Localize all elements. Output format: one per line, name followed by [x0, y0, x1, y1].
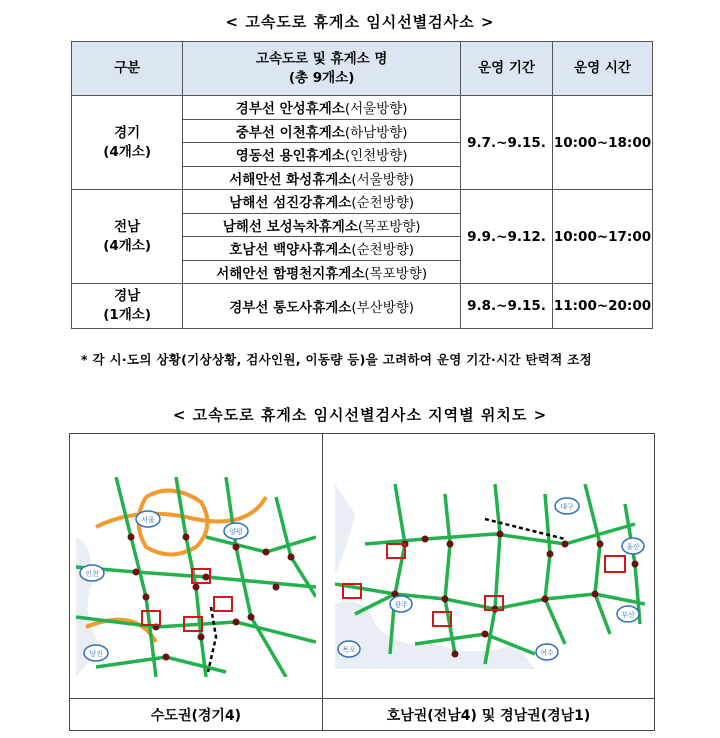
city-label-mokpo: 목포 — [342, 645, 356, 654]
rest-area-name: 서해안선 함평천지휴게소 — [216, 265, 365, 282]
rest-area-name: 영동선 용인휴게소 — [235, 148, 345, 165]
city-label-daegu: 대구 — [560, 502, 574, 511]
rest-area-direction: (순천방향) — [351, 242, 415, 259]
city-label-yangpyeong: 양평 — [229, 528, 243, 536]
table-row — [72, 190, 653, 214]
rest-area-cell — [183, 284, 461, 329]
table-note: * 각 시·도의 상황(기상상황, 검사인원, 이동량 등)을 고려하여 운영 기간·시간 탄력적 조정 — [81, 352, 592, 367]
hours-cell: 10:00~17:00 — [552, 190, 652, 284]
rest-area-cell — [183, 166, 461, 190]
header-rest-area-line2: (총 9개소) — [288, 69, 355, 86]
testing-station-table — [71, 41, 653, 329]
hours-cell: 11:00~20:00 — [552, 284, 652, 329]
city-label-yeosu: 여수 — [540, 648, 554, 657]
header-period: 운영 기간 — [461, 42, 553, 96]
rest-area-cell — [183, 96, 461, 120]
hours-cell: 10:00~18:00 — [552, 96, 652, 190]
rest-area-name: 남해선 섬진강휴게소 — [229, 195, 352, 212]
period-cell: 9.8.~9.15. — [461, 284, 553, 329]
table-row — [72, 96, 653, 120]
city-label-incheon: 인천 — [85, 570, 99, 578]
honam-gyeongnam-caption: 호남권(전남4) 및 경남권(경남1) — [323, 699, 655, 731]
region-count: (4개소) — [103, 143, 152, 160]
rest-area-direction: (서울방향) — [351, 171, 415, 188]
city-label-seoul: 서울 — [141, 516, 155, 524]
rest-area-cell — [183, 213, 461, 237]
rest-area-cell — [183, 143, 461, 167]
header-category: 구분 — [72, 42, 183, 96]
city-label-dangjin: 당진 — [89, 650, 103, 658]
header-hours: 운영 시간 — [552, 42, 652, 96]
rest-area-cell — [183, 237, 461, 261]
capital-area-map — [76, 477, 316, 677]
rest-area-name: 서해안선 화성휴게소 — [229, 171, 352, 188]
honam-gyeongnam-map — [335, 484, 645, 669]
city-label-ulsan: 울산 — [626, 542, 640, 551]
rest-area-direction: (인천방향) — [344, 148, 408, 165]
rest-area-name: 경부선 통도사휴게소 — [229, 300, 352, 316]
rest-area-direction: (순천방향) — [351, 195, 415, 212]
city-label-gwangju: 광주 — [394, 600, 408, 609]
rest-area-name: 중부선 이천휴게소 — [235, 124, 345, 141]
region-cell-gyeonggi — [72, 96, 183, 190]
region-count: (4개소) — [103, 237, 152, 254]
rest-area-cell — [183, 190, 461, 214]
rest-area-name: 호남선 백양사휴게소 — [229, 242, 352, 259]
table-header-row — [72, 42, 653, 96]
honam-gyeongnam-map-cell — [323, 434, 655, 699]
table-title: < 고속도로 휴게소 임시선별검사소 > — [225, 13, 495, 31]
city-label-busan: 부산 — [621, 610, 635, 619]
map-title: < 고속도로 휴게소 임시선별검사소 지역별 위치도 > — [172, 406, 548, 424]
header-rest-area — [183, 42, 461, 96]
rest-area-direction: (서울방향) — [344, 101, 408, 118]
region-count: (1개소) — [103, 307, 152, 323]
location-maps-table — [69, 433, 655, 731]
period-cell: 9.9.~9.12. — [461, 190, 553, 284]
rest-area-cell — [183, 260, 461, 284]
rest-area-cell — [183, 119, 461, 143]
region-name: 경기 — [114, 124, 141, 141]
rest-area-name: 남해선 보성녹차휴게소 — [222, 218, 358, 235]
region-cell-gyeongnam — [72, 284, 183, 329]
rest-area-name: 경부선 안성휴게소 — [235, 101, 345, 118]
header-rest-area-line1: 고속도로 및 휴게소 명 — [255, 50, 388, 67]
rest-area-direction: (하남방향) — [344, 124, 408, 141]
rest-area-direction: (부산방향) — [351, 300, 415, 316]
rest-area-direction: (목포방향) — [357, 218, 421, 235]
region-name: 경남 — [114, 288, 141, 304]
region-cell-jeonnam — [72, 190, 183, 284]
table-row — [72, 284, 653, 329]
capital-area-map-cell — [70, 434, 323, 699]
capital-area-caption: 수도권(경기4) — [70, 699, 323, 731]
period-cell: 9.7.~9.15. — [461, 96, 553, 190]
rest-area-direction: (목포방향) — [364, 265, 428, 282]
region-name: 전남 — [114, 218, 141, 235]
